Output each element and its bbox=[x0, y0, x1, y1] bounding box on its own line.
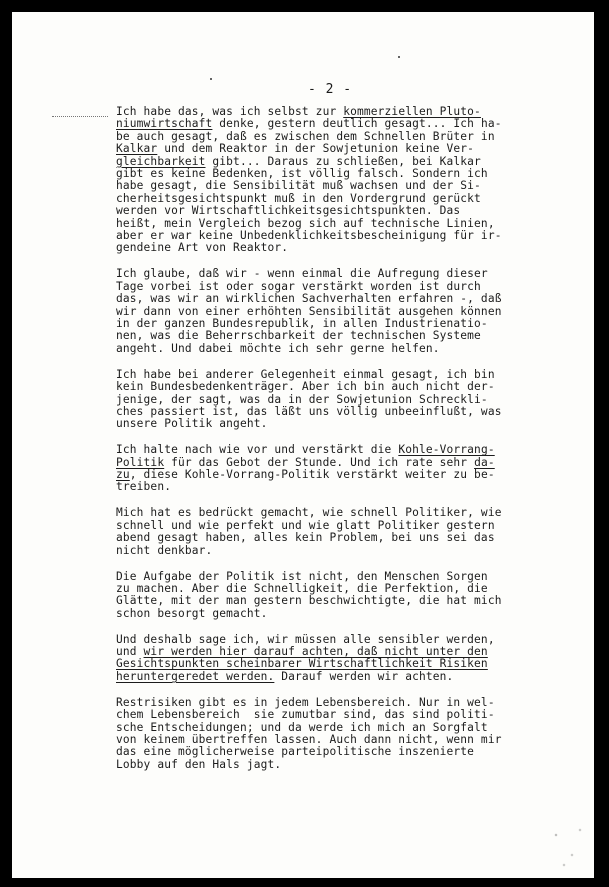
text-segment: gibt... Daraus zu schließen, bei Kalkar bbox=[205, 154, 481, 168]
underlined-text: niumwirtschaft bbox=[116, 117, 213, 131]
text-segment: Die Aufgabe der Politik ist nicht, den Menschen Sorgen bbox=[116, 569, 488, 583]
text-segment: wir dann von einer erhöhten Sensibilität ausgehen können bbox=[116, 304, 502, 318]
paragraph bbox=[116, 106, 546, 255]
text-segment: habe gesagt, die Sensibilität muß wachsen und der Si- bbox=[116, 179, 481, 193]
text-line bbox=[116, 608, 546, 620]
paragraph bbox=[116, 571, 546, 621]
text-line bbox=[116, 545, 546, 557]
scan-speck bbox=[210, 78, 212, 80]
text-segment: das eine möglicherweise parteipolitische inszenierte bbox=[116, 745, 475, 759]
text-segment: von keinem übertreffen lassen. Auch dann nicht, wenn mir bbox=[116, 732, 502, 746]
text-segment: und bbox=[116, 645, 144, 659]
underlined-text: Kohle-Vorrang- bbox=[398, 443, 495, 457]
page-number: - 2 - bbox=[308, 82, 353, 97]
paragraph bbox=[116, 444, 546, 494]
text-segment: Und deshalb sage ich, wir müssen alle sensibler werden, bbox=[116, 632, 495, 646]
text-segment: Ich glaube, daß wir - wenn einmal die Aufregung dieser bbox=[116, 267, 488, 281]
text-segment: zu machen. Aber die Schnelligkeit, die Perfektion, die bbox=[116, 581, 488, 595]
text-segment: sche Entscheidungen; und da werde ich mich an Sorgfalt bbox=[116, 720, 488, 734]
underlined-text: zu bbox=[116, 468, 130, 482]
text-line bbox=[116, 759, 546, 771]
text-segment: gibt es keine Bedenken, ist völlig falsch. Sondern ich bbox=[116, 167, 488, 181]
text-segment: und dem Reaktor in der Sowjetunion keine Ver- bbox=[157, 142, 475, 156]
text-segment: aber er war keine Unbedenklichkeitsbescheinigung für ir- bbox=[116, 229, 502, 243]
underlined-text: heruntergeredet werden. bbox=[116, 669, 275, 683]
underlined-text: gleichbarkeit bbox=[116, 154, 206, 168]
text-segment: jenige, der sagt, was da in der Sowjetunion Schreckli- bbox=[116, 392, 488, 406]
underlined-text: da- bbox=[474, 455, 495, 469]
text-line bbox=[116, 671, 546, 683]
text-segment: denke, gestern deutlich gesagt... Ich ha- bbox=[212, 117, 502, 131]
document-page bbox=[12, 12, 594, 878]
text-segment: angeht. Und dabei möchte ich sehr gerne helfen. bbox=[116, 341, 440, 355]
text-segment: nicht denkbar. bbox=[116, 543, 213, 557]
text-segment: schnell und wie perfekt und wie glatt Politiker gestern bbox=[116, 518, 495, 532]
text-segment: Lobby auf den Hals jagt. bbox=[116, 757, 282, 771]
text-segment: kein Bundesbedenkenträger. Aber ich bin auch nicht der- bbox=[116, 380, 495, 394]
text-segment: chem Lebensbereich sie zumutbar sind, das sind politi- bbox=[116, 708, 495, 722]
text-segment: Ich habe bei anderer Gelegenheit einmal gesagt, ich bin bbox=[116, 367, 495, 381]
scan-noise bbox=[548, 820, 588, 870]
underlined-text: Gesichtspunkten scheinbarer Wirtschaftlichkeit Risiken bbox=[116, 657, 488, 671]
text-segment: Tage vorbei ist oder sogar verstärkt worden ist durch bbox=[116, 279, 481, 293]
text-segment: Ich habe das, was ich selbst zur bbox=[116, 105, 344, 118]
body-text bbox=[116, 106, 546, 785]
text-segment: cherheitsgesichtspunkt muß in den Vordergrund gerückt bbox=[116, 191, 481, 205]
text-line bbox=[116, 242, 546, 254]
text-segment: abend gesagt haben, alles kein Problem, bei uns sei das bbox=[116, 531, 495, 545]
underlined-text: kommerziellen Pluto- bbox=[343, 105, 481, 118]
text-line bbox=[116, 469, 546, 481]
text-segment: Glätte, mit der man gestern beschwichtigte, die hat mich bbox=[116, 594, 502, 608]
text-segment: in der ganzen Bundesrepublik, in allen Industrienatio- bbox=[116, 317, 488, 330]
underlined-text: Kalkar bbox=[116, 142, 158, 156]
text-segment: für das Gebot der Stunde. Und ich rate sehr bbox=[164, 455, 475, 469]
paragraph bbox=[116, 507, 546, 557]
text-segment: schon besorgt gemacht. bbox=[116, 606, 268, 620]
text-segment: ches passiert ist, das läßt uns völlig unbeeinflußt, was bbox=[116, 404, 502, 418]
text-segment: Darauf werden wir achten. bbox=[274, 669, 454, 683]
paragraph bbox=[116, 268, 546, 355]
paragraph bbox=[116, 697, 546, 771]
text-segment: unsere Politik angeht. bbox=[116, 417, 268, 431]
paragraph bbox=[116, 634, 546, 684]
text-line bbox=[116, 481, 546, 493]
text-line bbox=[116, 343, 546, 355]
underlined-text: wir werden hier darauf achten, daß nicht unter den bbox=[143, 645, 488, 659]
text-segment: treiben. bbox=[116, 480, 172, 494]
margin-mark bbox=[52, 116, 108, 117]
text-segment: Mich hat es bedrückt gemacht, wie schnell Politiker, wie bbox=[116, 506, 502, 520]
paragraph bbox=[116, 369, 546, 431]
text-segment: werden vor Wirtschaftlichkeitsgesichtspunkten. Das bbox=[116, 204, 461, 218]
text-segment: heißt, mein Vergleich bezog sich auf technische Linien, bbox=[116, 216, 495, 230]
text-line bbox=[116, 418, 546, 430]
text-segment: das, was wir an wirklichen Sachverhalten erfahren -, daß bbox=[116, 292, 502, 306]
text-segment: be auch gesagt, daß es zwischen dem Schnellen Brüter in bbox=[116, 129, 495, 143]
text-segment: gendeine Art von Reaktor. bbox=[116, 241, 289, 255]
underlined-text: Politik bbox=[116, 455, 165, 469]
text-segment: Restrisiken gibt es in jedem Lebensbereich. Nur in wel- bbox=[116, 695, 495, 709]
scan-speck bbox=[398, 56, 400, 58]
text-segment: , diese Kohle-Vorrang-Politik verstärkt weiter zu be- bbox=[129, 468, 495, 482]
text-segment: Ich halte nach wie vor und verstärkt die bbox=[116, 443, 399, 457]
text-segment: nen, was die Beherrschbarkeit der technischen Systeme bbox=[116, 329, 481, 343]
